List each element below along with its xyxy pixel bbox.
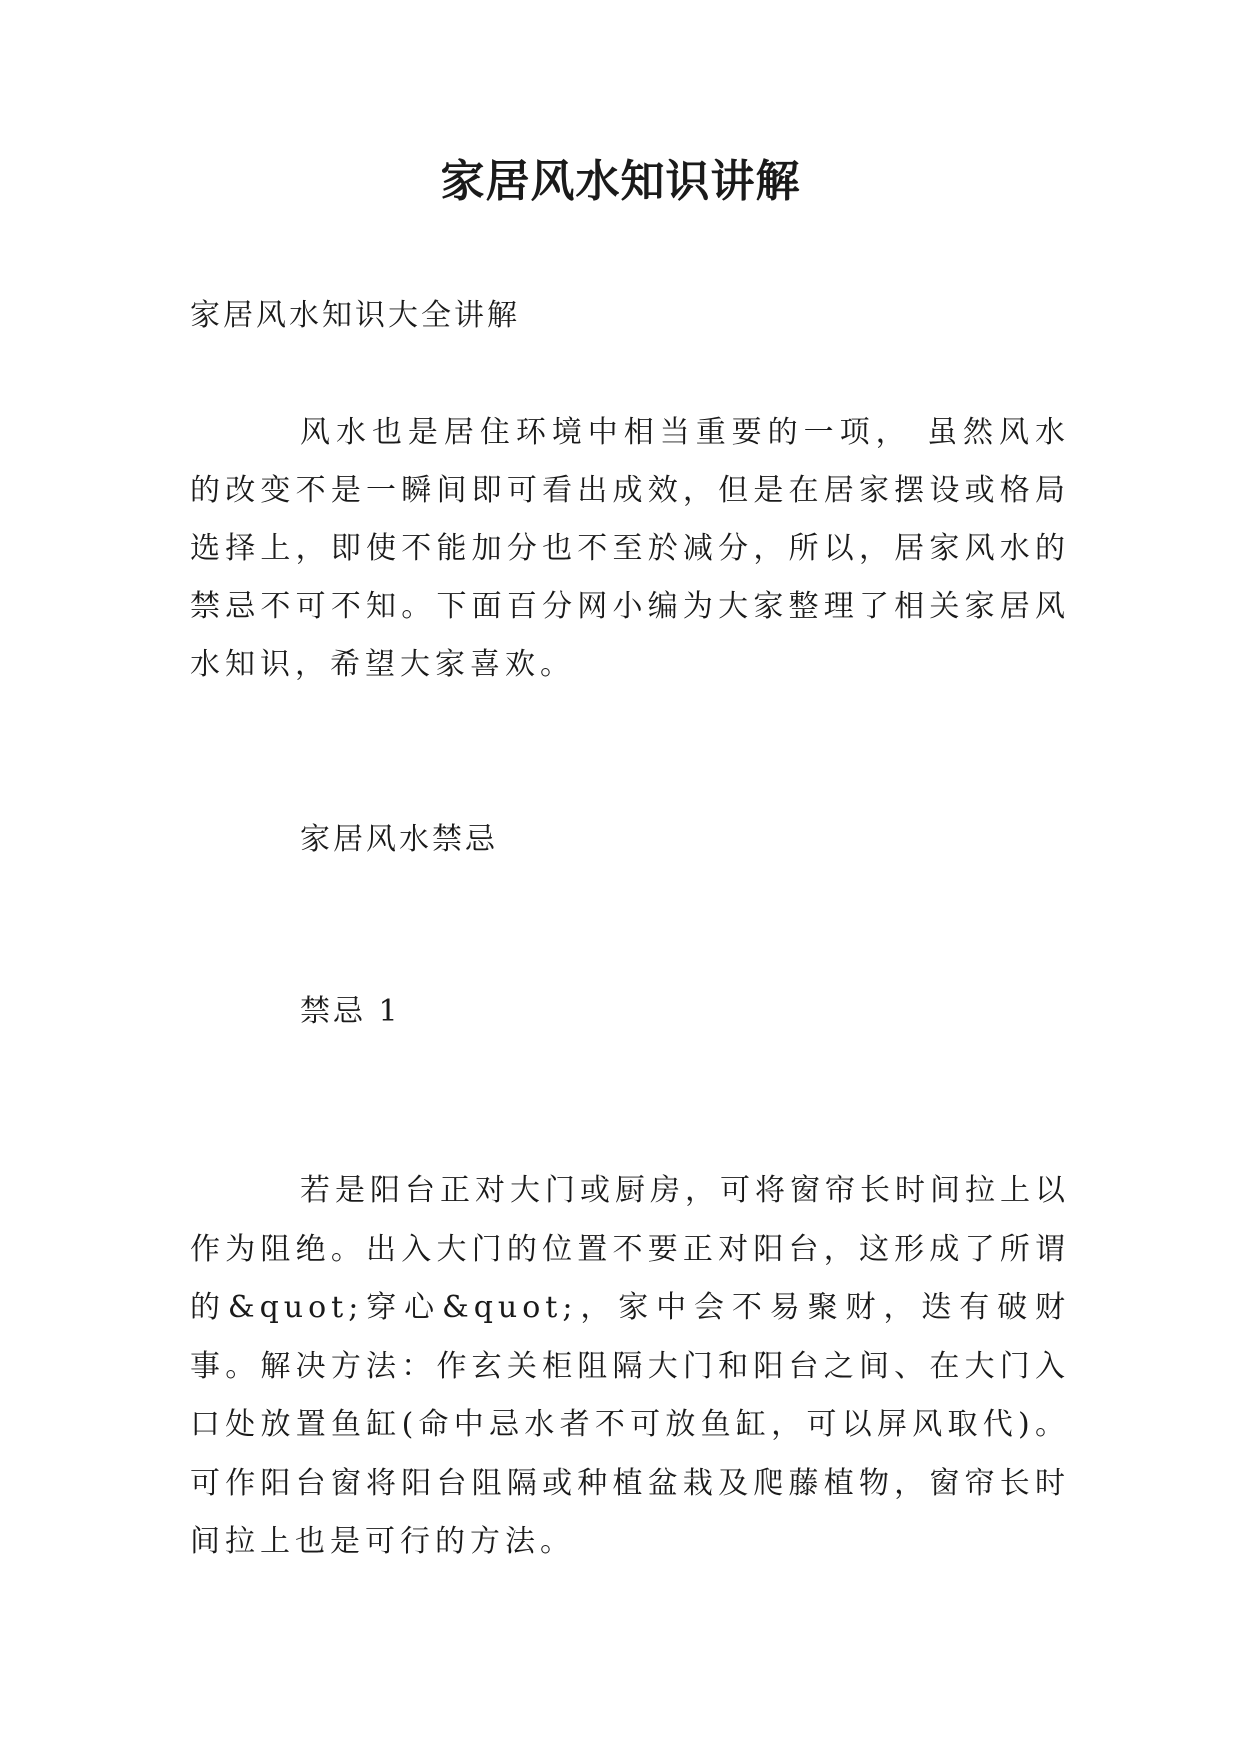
- section-heading: 家居风水禁忌: [300, 822, 498, 857]
- item-heading: 禁忌 1: [300, 994, 401, 1029]
- document-title: 家居风水知识讲解: [440, 156, 801, 207]
- item-body-paragraph: 若是阳台正对大门或厨房，可将窗帘长时间拉上以作为阻绝。出入大门的位置不要正对阳台，这形成了所谓的&quot;穿心&quot;，家中会不易聚财，迭有破财事。解决方法：作玄关柜阻隔大门和阳台之间、在大门入口处放置鱼缸(命中忌水者不可放鱼缸，可以屏风取代)。可作阳台窗将阳台阻隔或种植盆栽及爬藤植物，窗帘长时间拉上也是可行的方法。: [190, 1173, 1070, 1559]
- document-subtitle: 家居风水知识大全讲解: [190, 298, 520, 333]
- intro-paragraph: 风水也是居住环境中相当重要的一项， 虽然风水的改变不是一瞬间即可看出成效，但是在居家摆设或格局选择上，即使不能加分也不至於减分，所以，居家风水的禁忌不可不知。下面百分网小编为大家整理了相关家居风水知识，希望大家喜欢。: [190, 415, 1070, 682]
